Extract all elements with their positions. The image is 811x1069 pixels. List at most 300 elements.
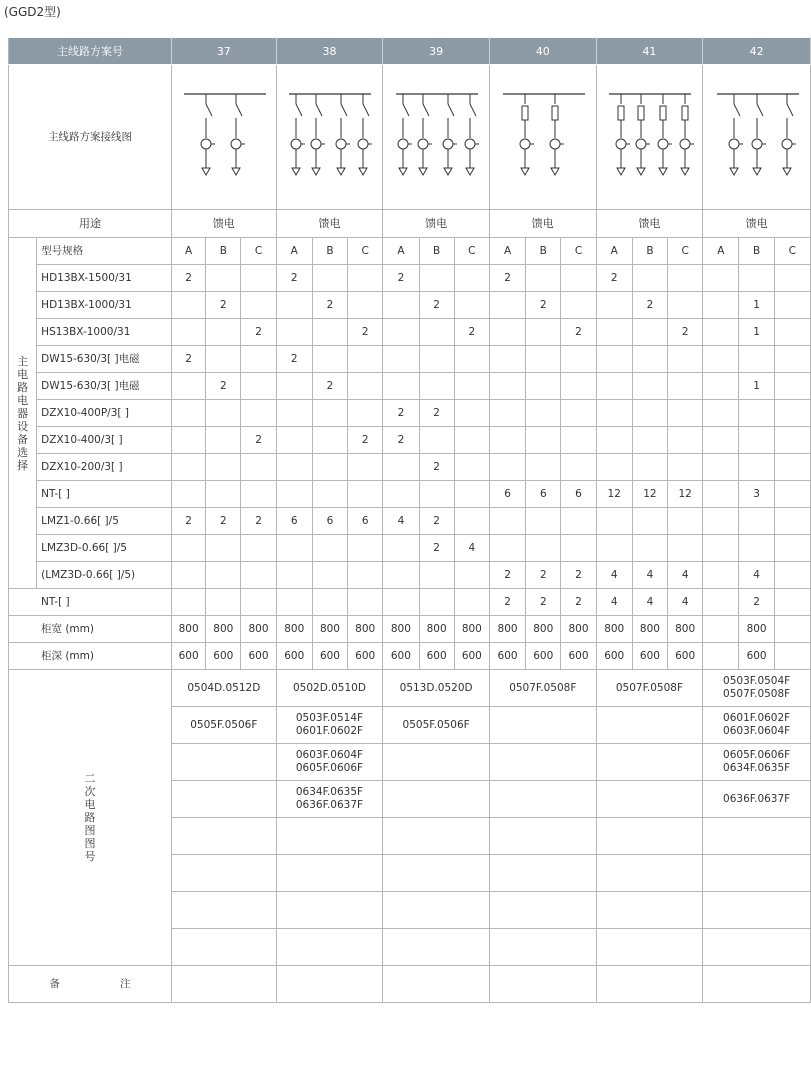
- equipment-qty: [596, 454, 632, 481]
- equipment-row: [9, 400, 811, 427]
- usage-value: 馈电: [276, 210, 383, 238]
- equipment-qty: [739, 400, 774, 427]
- wiring-diagram: [276, 65, 383, 210]
- equipment-qty: 2: [276, 346, 312, 373]
- equipment-qty: 4: [383, 508, 419, 535]
- equipment-qty: [419, 373, 454, 400]
- equipment-qty: [241, 454, 276, 481]
- equipment-qty: [489, 508, 525, 535]
- equipment-qty: [348, 346, 383, 373]
- secondary-circuit-cell: [596, 781, 703, 818]
- usage-value: 馈电: [383, 210, 490, 238]
- equipment-qty: [526, 454, 561, 481]
- equipment-qty: [561, 454, 596, 481]
- equipment-qty: 6: [561, 481, 596, 508]
- equipment-qty: [774, 319, 810, 346]
- equipment-qty: [241, 400, 276, 427]
- extra-row-value: 600: [739, 643, 774, 670]
- equipment-qty: [596, 292, 632, 319]
- secondary-circuit-cell: [383, 892, 490, 929]
- equipment-qty: [454, 265, 489, 292]
- group-label-char: 路: [17, 380, 29, 394]
- secondary-circuit-code: 0507F.0508F: [509, 681, 577, 694]
- equipment-qty: [526, 535, 561, 562]
- equipment-qty: 2: [668, 319, 703, 346]
- remarks-cell: [703, 966, 811, 1003]
- equipment-qty: [561, 346, 596, 373]
- equipment-qty: [206, 454, 241, 481]
- equipment-name: LMZ1-0.66[ ]/5: [37, 508, 172, 535]
- equipment-qty: [419, 346, 454, 373]
- group-label-char: 择: [17, 458, 29, 472]
- equipment-name: HS13BX-1000/31: [37, 319, 172, 346]
- equipment-qty: [632, 373, 667, 400]
- equipment-qty: [526, 265, 561, 292]
- secondary-circuit-cell: [172, 781, 277, 818]
- equipment-qty: [668, 292, 703, 319]
- equipment-qty: [668, 400, 703, 427]
- equipment-group-label: [9, 238, 37, 589]
- equipment-qty: [241, 562, 276, 589]
- secondary-label-char: 号: [84, 850, 96, 863]
- equipment-qty: [241, 265, 276, 292]
- equipment-qty: [703, 508, 739, 535]
- equipment-qty: 2: [206, 292, 241, 319]
- equipment-qty: 2: [348, 319, 383, 346]
- equipment-qty: [454, 292, 489, 319]
- equipment-qty: [312, 454, 347, 481]
- equipment-qty: [596, 535, 632, 562]
- extra-row-value: 800: [312, 616, 347, 643]
- secondary-circuit-cell: [489, 670, 596, 707]
- equipment-qty: 12: [668, 481, 703, 508]
- equipment-qty: [632, 454, 667, 481]
- equipment-qty: [454, 508, 489, 535]
- equipment-qty: 2: [561, 319, 596, 346]
- equipment-qty: [596, 346, 632, 373]
- wiring-diagram: [172, 65, 277, 210]
- usage-value: 馈电: [703, 210, 811, 238]
- extra-row-value: 600: [383, 643, 419, 670]
- variant-header: B: [739, 238, 774, 265]
- equipment-qty: [206, 481, 241, 508]
- secondary-circuit-code: 0513D.0520D: [399, 681, 473, 694]
- equipment-qty: 2: [454, 319, 489, 346]
- extra-row-value: 800: [172, 616, 206, 643]
- equipment-qty: [348, 535, 383, 562]
- variant-header: A: [489, 238, 525, 265]
- equipment-row: [9, 319, 811, 346]
- equipment-qty: [774, 373, 810, 400]
- secondary-circuit-code: 0605F.0606F: [723, 749, 791, 761]
- usage-value: 馈电: [172, 210, 277, 238]
- equipment-qty: 2: [206, 373, 241, 400]
- extra-row-value: 800: [489, 616, 525, 643]
- scheme-number-header: 39: [383, 38, 490, 65]
- secondary-circuit-code: 0634F.0635F: [723, 762, 791, 774]
- extra-row-value: 800: [241, 616, 276, 643]
- equipment-qty: [489, 400, 525, 427]
- model-header-row: [9, 238, 811, 265]
- secondary-circuit-code: 0601F.0602F: [723, 712, 791, 724]
- extra-row: [9, 589, 811, 616]
- variant-header: A: [383, 238, 419, 265]
- group-label-char: 设: [17, 419, 29, 433]
- extra-row-value: [312, 589, 347, 616]
- extra-row-value: 800: [668, 616, 703, 643]
- equipment-qty: [276, 562, 312, 589]
- equipment-qty: [172, 535, 206, 562]
- secondary-circuit-cell: [172, 892, 277, 929]
- secondary-circuit-cell: [596, 929, 703, 966]
- extra-row-value: 600: [596, 643, 632, 670]
- extra-row-value: 600: [312, 643, 347, 670]
- secondary-circuit-cell: [703, 855, 811, 892]
- secondary-label: [9, 670, 172, 966]
- extra-row-value: 800: [632, 616, 667, 643]
- table-caption: (GGD2型): [4, 5, 61, 19]
- secondary-circuit-cell: [489, 892, 596, 929]
- equipment-qty: [739, 346, 774, 373]
- equipment-qty: [703, 535, 739, 562]
- equipment-qty: 6: [348, 508, 383, 535]
- wiring-diagram: [489, 65, 596, 210]
- extra-row-value: [206, 589, 241, 616]
- extra-row-value: [419, 589, 454, 616]
- variant-header: A: [703, 238, 739, 265]
- equipment-qty: 4: [596, 562, 632, 589]
- variant-header: A: [172, 238, 206, 265]
- equipment-qty: [561, 508, 596, 535]
- equipment-qty: [206, 265, 241, 292]
- equipment-qty: 4: [632, 562, 667, 589]
- equipment-qty: 6: [312, 508, 347, 535]
- extra-row-value: 800: [276, 616, 312, 643]
- extra-row-value: [454, 589, 489, 616]
- equipment-qty: [526, 508, 561, 535]
- secondary-circuit-cell: [703, 929, 811, 966]
- scheme-number-header: 42: [703, 38, 811, 65]
- extra-row-value: 800: [561, 616, 596, 643]
- extra-row-value: 2: [739, 589, 774, 616]
- equipment-qty: [561, 373, 596, 400]
- equipment-qty: [383, 292, 419, 319]
- equipment-qty: 2: [632, 292, 667, 319]
- equipment-qty: [312, 265, 347, 292]
- secondary-label-char: 次: [84, 785, 96, 798]
- equipment-qty: [632, 400, 667, 427]
- secondary-circuit-code: 0505F.0506F: [190, 718, 258, 731]
- extra-row-value: 4: [596, 589, 632, 616]
- extra-row-value: 600: [454, 643, 489, 670]
- equipment-qty: 2: [241, 508, 276, 535]
- secondary-circuit-cell: [596, 707, 703, 744]
- secondary-circuit-cell: [489, 781, 596, 818]
- secondary-circuit-cell: [383, 855, 490, 892]
- extra-row-value: 4: [632, 589, 667, 616]
- scheme-number-label: 主线路方案号: [9, 38, 172, 65]
- equipment-name: DW15-630/3[ ]电磁: [37, 373, 172, 400]
- equipment-qty: [348, 562, 383, 589]
- single-line-diagram-icon: [176, 82, 272, 192]
- secondary-circuit-cell: [383, 744, 490, 781]
- extra-row-value: 800: [206, 616, 241, 643]
- group-label-char: 电: [17, 393, 29, 407]
- secondary-label-char: 电: [84, 798, 96, 811]
- equipment-qty: [739, 535, 774, 562]
- equipment-qty: [632, 346, 667, 373]
- equipment-qty: [526, 373, 561, 400]
- variant-header: B: [632, 238, 667, 265]
- group-label-char: 主: [17, 354, 29, 368]
- equipment-qty: [596, 373, 632, 400]
- secondary-circuit-cell: [596, 818, 703, 855]
- secondary-circuit-cell: [276, 818, 383, 855]
- secondary-circuit-cell: [489, 929, 596, 966]
- equipment-qty: [561, 265, 596, 292]
- equipment-qty: [172, 427, 206, 454]
- secondary-label-char: 图: [84, 824, 96, 837]
- secondary-circuit-code: 0603F.0604F: [295, 749, 364, 761]
- secondary-circuit-cell: [172, 707, 277, 744]
- secondary-circuit-code: 0502D.0510D: [292, 681, 366, 694]
- equipment-qty: [454, 400, 489, 427]
- equipment-qty: [206, 319, 241, 346]
- equipment-name: LMZ3D-0.66[ ]/5: [37, 535, 172, 562]
- secondary-circuit-code: 0636F.0637F: [295, 799, 364, 811]
- extra-row-value: 800: [348, 616, 383, 643]
- equipment-qty: 2: [276, 265, 312, 292]
- equipment-name: HD13BX-1500/31: [37, 265, 172, 292]
- secondary-circuit-code: 0503F.0504F: [723, 675, 791, 687]
- equipment-qty: [348, 373, 383, 400]
- equipment-row: [9, 427, 811, 454]
- extra-row-name: 柜宽 (mm): [9, 616, 172, 643]
- equipment-qty: [241, 481, 276, 508]
- equipment-qty: 6: [526, 481, 561, 508]
- equipment-row: [9, 508, 811, 535]
- equipment-qty: [703, 319, 739, 346]
- extra-row-value: [774, 643, 810, 670]
- secondary-circuit-cell: [383, 707, 490, 744]
- secondary-circuit-code: 0504D.0512D: [187, 681, 261, 694]
- secondary-circuit-cell: [383, 781, 490, 818]
- equipment-qty: [172, 373, 206, 400]
- equipment-qty: [454, 373, 489, 400]
- equipment-qty: [739, 265, 774, 292]
- equipment-qty: [419, 319, 454, 346]
- secondary-circuit-cell: [172, 744, 277, 781]
- equipment-qty: [703, 373, 739, 400]
- equipment-row: [9, 454, 811, 481]
- equipment-qty: [668, 454, 703, 481]
- equipment-qty: [774, 346, 810, 373]
- equipment-name: HD13BX-1000/31: [37, 292, 172, 319]
- secondary-circuit-code: 0507F.0508F: [723, 688, 791, 700]
- equipment-qty: 4: [454, 535, 489, 562]
- secondary-circuit-cell: [276, 744, 383, 781]
- equipment-qty: 6: [276, 508, 312, 535]
- equipment-qty: [172, 400, 206, 427]
- wiring-diagram: [703, 65, 811, 210]
- secondary-circuit-cell: [383, 670, 490, 707]
- extra-row-value: [276, 589, 312, 616]
- equipment-qty: [596, 319, 632, 346]
- equipment-qty: [596, 427, 632, 454]
- variant-header: C: [348, 238, 383, 265]
- equipment-qty: [703, 481, 739, 508]
- equipment-qty: [454, 454, 489, 481]
- usage-row: [9, 210, 811, 238]
- group-label-char: 电: [17, 367, 29, 381]
- secondary-label-char: 二: [84, 772, 96, 785]
- equipment-qty: 3: [739, 481, 774, 508]
- equipment-qty: 2: [419, 292, 454, 319]
- equipment-qty: [561, 400, 596, 427]
- equipment-qty: [383, 346, 419, 373]
- equipment-qty: [703, 400, 739, 427]
- group-label-char: 器: [17, 406, 29, 420]
- equipment-qty: [774, 400, 810, 427]
- scheme-number-header: 40: [489, 38, 596, 65]
- single-line-diagram-icon: [281, 82, 377, 192]
- scheme-number-header: 38: [276, 38, 383, 65]
- extra-row-value: 600: [172, 643, 206, 670]
- variant-header: C: [561, 238, 596, 265]
- equipment-qty: 2: [312, 373, 347, 400]
- scheme-number-header: 41: [596, 38, 703, 65]
- secondary-circuit-cell: [276, 707, 383, 744]
- extra-row-value: 800: [454, 616, 489, 643]
- equipment-qty: [489, 292, 525, 319]
- equipment-qty: [526, 400, 561, 427]
- extra-row-value: 600: [419, 643, 454, 670]
- equipment-qty: 2: [419, 454, 454, 481]
- extra-row-value: 4: [668, 589, 703, 616]
- equipment-qty: [348, 400, 383, 427]
- extra-row-value: 800: [419, 616, 454, 643]
- equipment-qty: [703, 454, 739, 481]
- equipment-qty: 2: [312, 292, 347, 319]
- remarks-label-b: 注: [120, 977, 131, 990]
- equipment-qty: [172, 481, 206, 508]
- equipment-qty: [489, 427, 525, 454]
- equipment-qty: [739, 427, 774, 454]
- equipment-qty: [348, 481, 383, 508]
- extra-row-value: 600: [632, 643, 667, 670]
- equipment-qty: [241, 535, 276, 562]
- secondary-circuit-code: 0503F.0514F: [295, 712, 364, 724]
- equipment-qty: [489, 535, 525, 562]
- equipment-name: DW15-630/3[ ]电磁: [37, 346, 172, 373]
- single-line-diagram-icon: [601, 82, 697, 192]
- equipment-qty: 1: [739, 373, 774, 400]
- secondary-circuit-cell: [172, 855, 277, 892]
- equipment-qty: [276, 400, 312, 427]
- variant-header: B: [526, 238, 561, 265]
- equipment-qty: [172, 562, 206, 589]
- equipment-qty: 2: [526, 562, 561, 589]
- equipment-qty: [739, 454, 774, 481]
- secondary-circuit-cell: [276, 781, 383, 818]
- extra-row-value: 800: [739, 616, 774, 643]
- extra-row-value: 800: [383, 616, 419, 643]
- equipment-qty: [454, 346, 489, 373]
- variant-header: A: [276, 238, 312, 265]
- equipment-qty: [241, 292, 276, 319]
- equipment-qty: [276, 427, 312, 454]
- secondary-circuit-code: 0601F.0602F: [295, 725, 364, 737]
- secondary-circuit-cell: [172, 818, 277, 855]
- equipment-qty: [348, 265, 383, 292]
- equipment-qty: [206, 535, 241, 562]
- equipment-qty: 2: [172, 508, 206, 535]
- equipment-qty: [774, 265, 810, 292]
- secondary-label-char: 图: [84, 837, 96, 850]
- equipment-qty: 12: [632, 481, 667, 508]
- equipment-qty: [206, 346, 241, 373]
- equipment-name: DZX10-200/3[ ]: [37, 454, 172, 481]
- equipment-qty: [206, 562, 241, 589]
- extra-row: [9, 643, 811, 670]
- equipment-qty: [419, 562, 454, 589]
- extra-row-value: 800: [596, 616, 632, 643]
- secondary-circuit-cell: [703, 818, 811, 855]
- secondary-circuit-cell: [276, 670, 383, 707]
- equipment-qty: [172, 319, 206, 346]
- equipment-qty: 2: [383, 427, 419, 454]
- extra-row-value: 600: [561, 643, 596, 670]
- equipment-qty: [561, 535, 596, 562]
- equipment-qty: [668, 373, 703, 400]
- equipment-qty: [489, 373, 525, 400]
- equipment-qty: 1: [739, 319, 774, 346]
- group-label-char: 选: [17, 445, 29, 459]
- secondary-circuit-cell: [596, 855, 703, 892]
- secondary-circuit-cell: [489, 707, 596, 744]
- equipment-qty: 2: [172, 346, 206, 373]
- equipment-qty: [489, 454, 525, 481]
- extra-row-value: 600: [206, 643, 241, 670]
- equipment-qty: [489, 346, 525, 373]
- equipment-qty: 2: [206, 508, 241, 535]
- equipment-qty: [276, 373, 312, 400]
- secondary-circuit-cell: [489, 744, 596, 781]
- equipment-qty: [383, 454, 419, 481]
- equipment-qty: [526, 346, 561, 373]
- equipment-qty: [561, 427, 596, 454]
- secondary-circuit-code: 0505F.0506F: [402, 718, 470, 731]
- equipment-qty: [596, 400, 632, 427]
- secondary-circuit-cell: [596, 892, 703, 929]
- extra-row-value: [241, 589, 276, 616]
- remarks-row: [9, 966, 811, 1003]
- extra-row-value: 600: [526, 643, 561, 670]
- equipment-qty: [312, 319, 347, 346]
- equipment-qty: [241, 373, 276, 400]
- secondary-circuit-cell: [596, 670, 703, 707]
- equipment-qty: [668, 508, 703, 535]
- equipment-qty: [383, 562, 419, 589]
- secondary-circuit-cell: [172, 670, 277, 707]
- equipment-qty: [774, 562, 810, 589]
- extra-row-value: 600: [489, 643, 525, 670]
- equipment-qty: [383, 481, 419, 508]
- extra-row-value: 2: [561, 589, 596, 616]
- equipment-qty: 2: [561, 562, 596, 589]
- extra-row-value: 600: [276, 643, 312, 670]
- equipment-qty: 4: [739, 562, 774, 589]
